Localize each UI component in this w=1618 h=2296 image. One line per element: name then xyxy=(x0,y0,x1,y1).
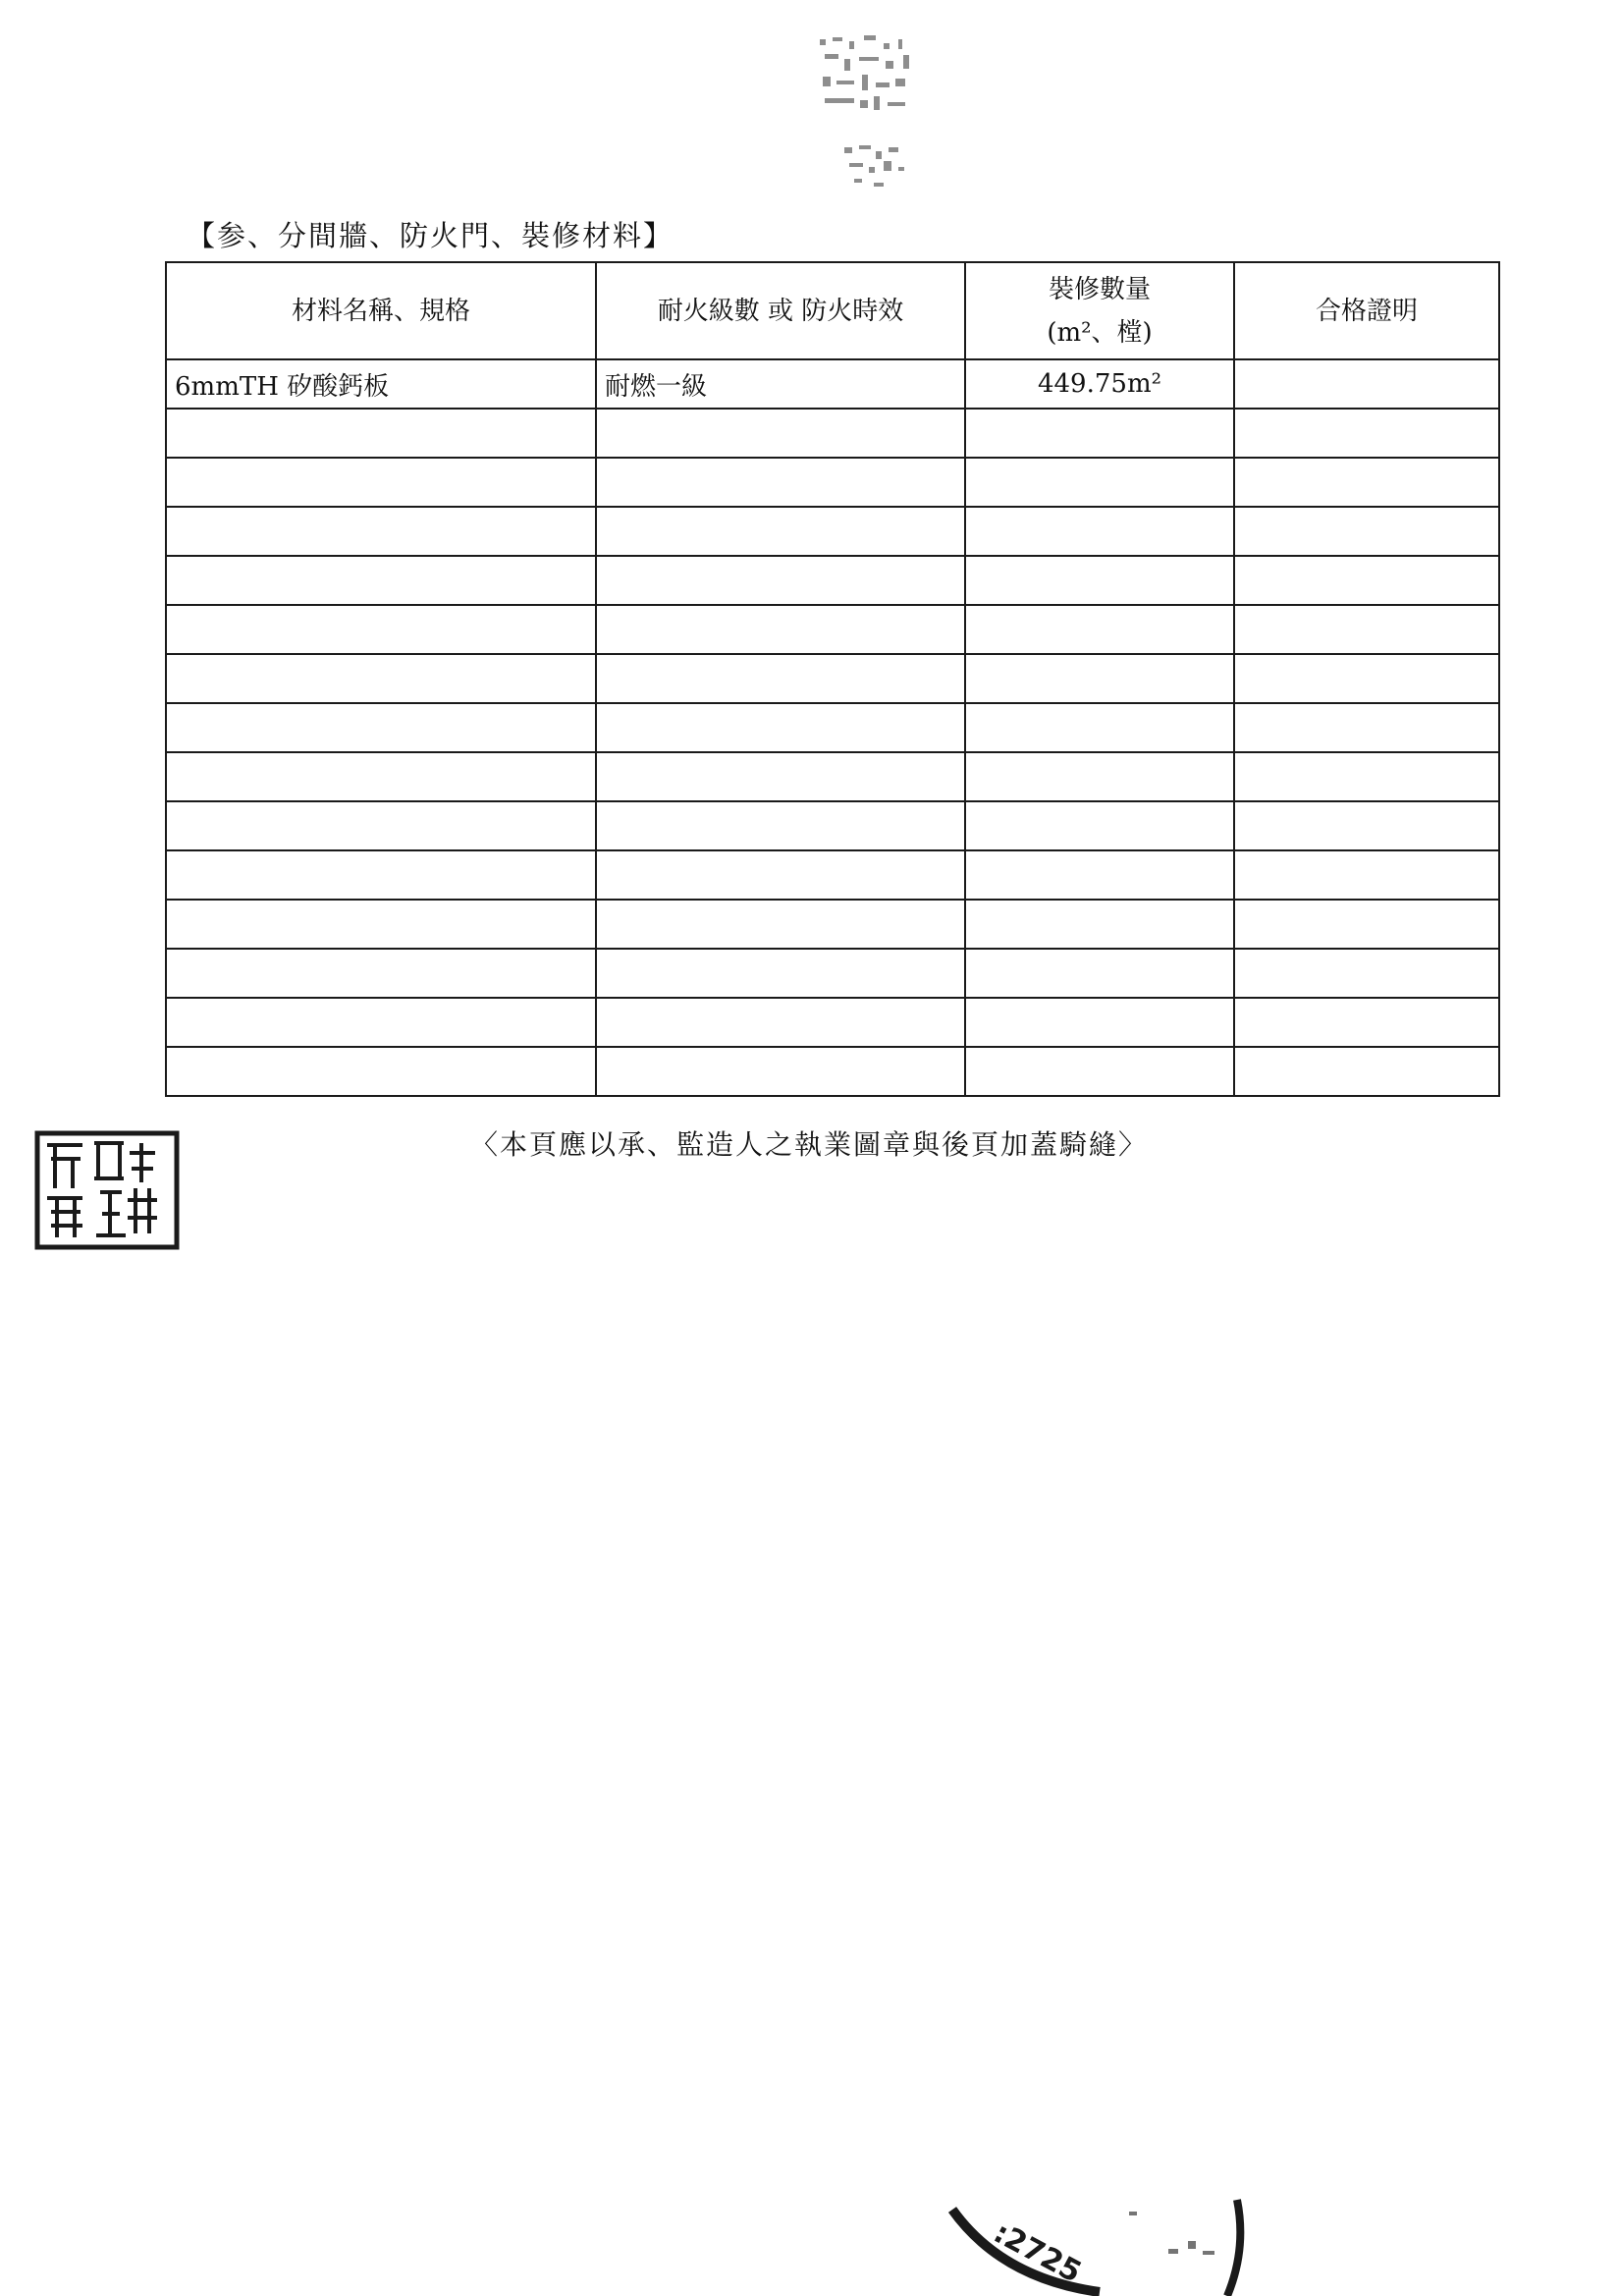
cell-material-name xyxy=(166,556,596,605)
cell-certificate xyxy=(1234,654,1499,703)
cell-material-name xyxy=(166,752,596,801)
cell-certificate xyxy=(1234,458,1499,507)
table-row xyxy=(166,801,1499,850)
cell-fire-rating xyxy=(596,900,965,949)
table-row xyxy=(166,359,1499,409)
table-row xyxy=(166,654,1499,703)
cell-fire-rating xyxy=(596,850,965,900)
cell-material-name xyxy=(166,801,596,850)
cell-fire-rating xyxy=(596,801,965,850)
cell-material-name xyxy=(166,507,596,556)
cell-material-name xyxy=(166,1047,596,1096)
cell-fire-rating xyxy=(596,409,965,458)
cell-material-name xyxy=(166,703,596,752)
cell-quantity xyxy=(965,605,1234,654)
cell-fire-rating xyxy=(596,654,965,703)
cell-fire-rating xyxy=(596,556,965,605)
cell-quantity xyxy=(965,900,1234,949)
table-row xyxy=(166,703,1499,752)
table-row xyxy=(166,507,1499,556)
table-row xyxy=(166,850,1499,900)
bottom-round-seal-stamp xyxy=(943,2190,1267,2296)
cell-quantity xyxy=(965,801,1234,850)
table-row xyxy=(166,949,1499,998)
cell-quantity xyxy=(965,949,1234,998)
cell-quantity xyxy=(965,409,1234,458)
cell-quantity xyxy=(965,752,1234,801)
cell-certificate xyxy=(1234,409,1499,458)
table-row xyxy=(166,1047,1499,1096)
table-row xyxy=(166,458,1499,507)
cell-quantity xyxy=(965,850,1234,900)
header-quantity-line2: (m²、樘) xyxy=(1047,317,1153,348)
cell-certificate xyxy=(1234,703,1499,752)
cell-material-name xyxy=(166,605,596,654)
cell-material-name xyxy=(166,409,596,458)
header-quantity xyxy=(965,262,1234,359)
cell-fire-rating xyxy=(596,605,965,654)
table-row xyxy=(166,556,1499,605)
cell-certificate xyxy=(1234,605,1499,654)
cell-quantity xyxy=(965,458,1234,507)
cell-certificate xyxy=(1234,359,1499,409)
cell-material-name xyxy=(166,654,596,703)
cell-fire-rating xyxy=(596,507,965,556)
cell-fire-rating xyxy=(596,949,965,998)
table-row xyxy=(166,605,1499,654)
cell-fire-rating xyxy=(596,998,965,1047)
cell-quantity: 449.75m² xyxy=(965,359,1234,409)
cell-quantity xyxy=(965,507,1234,556)
table-row xyxy=(166,409,1499,458)
footnote: 〈本頁應以承、監造人之執業圖章與後頁加蓋騎縫〉 xyxy=(469,1128,1148,1161)
cell-certificate xyxy=(1234,801,1499,850)
cell-material-name xyxy=(166,949,596,998)
cell-certificate xyxy=(1234,949,1499,998)
cell-quantity xyxy=(965,654,1234,703)
cell-quantity xyxy=(965,998,1234,1047)
table-row xyxy=(166,900,1499,949)
header-fire-rating: 耐火級數 或 防火時效 xyxy=(596,262,965,359)
cell-material-name xyxy=(166,998,596,1047)
cell-certificate xyxy=(1234,850,1499,900)
cell-certificate xyxy=(1234,1047,1499,1096)
bottom-seal-number: :2725 xyxy=(988,2215,1087,2290)
header-material-name: 材料名稱、規格 xyxy=(166,262,596,359)
cell-certificate xyxy=(1234,507,1499,556)
header-quantity-line1: 裝修數量 xyxy=(1048,274,1151,304)
cell-quantity xyxy=(965,1047,1234,1096)
top-seal-stamp xyxy=(805,29,982,206)
cell-fire-rating xyxy=(596,1047,965,1096)
table-row xyxy=(166,998,1499,1047)
cell-certificate xyxy=(1234,752,1499,801)
architect-seal-stamp xyxy=(33,1129,181,1251)
materials-table xyxy=(165,261,1500,1097)
cell-quantity xyxy=(965,556,1234,605)
table-header-row xyxy=(166,262,1499,359)
table-row xyxy=(166,752,1499,801)
cell-certificate xyxy=(1234,900,1499,949)
cell-fire-rating: 耐燃一級 xyxy=(596,359,965,409)
cell-material-name xyxy=(166,850,596,900)
cell-material-name xyxy=(166,458,596,507)
cell-fire-rating xyxy=(596,458,965,507)
cell-quantity xyxy=(965,703,1234,752)
table-body xyxy=(166,359,1499,1096)
cell-fire-rating xyxy=(596,752,965,801)
cell-material-name xyxy=(166,900,596,949)
section-title: 【参、分間牆、防火門、裝修材料】 xyxy=(187,219,674,252)
header-certificate: 合格證明 xyxy=(1234,262,1499,359)
cell-fire-rating xyxy=(596,703,965,752)
cell-material-name: 6mmTH 矽酸鈣板 xyxy=(166,359,596,409)
cell-certificate xyxy=(1234,556,1499,605)
cell-certificate xyxy=(1234,998,1499,1047)
